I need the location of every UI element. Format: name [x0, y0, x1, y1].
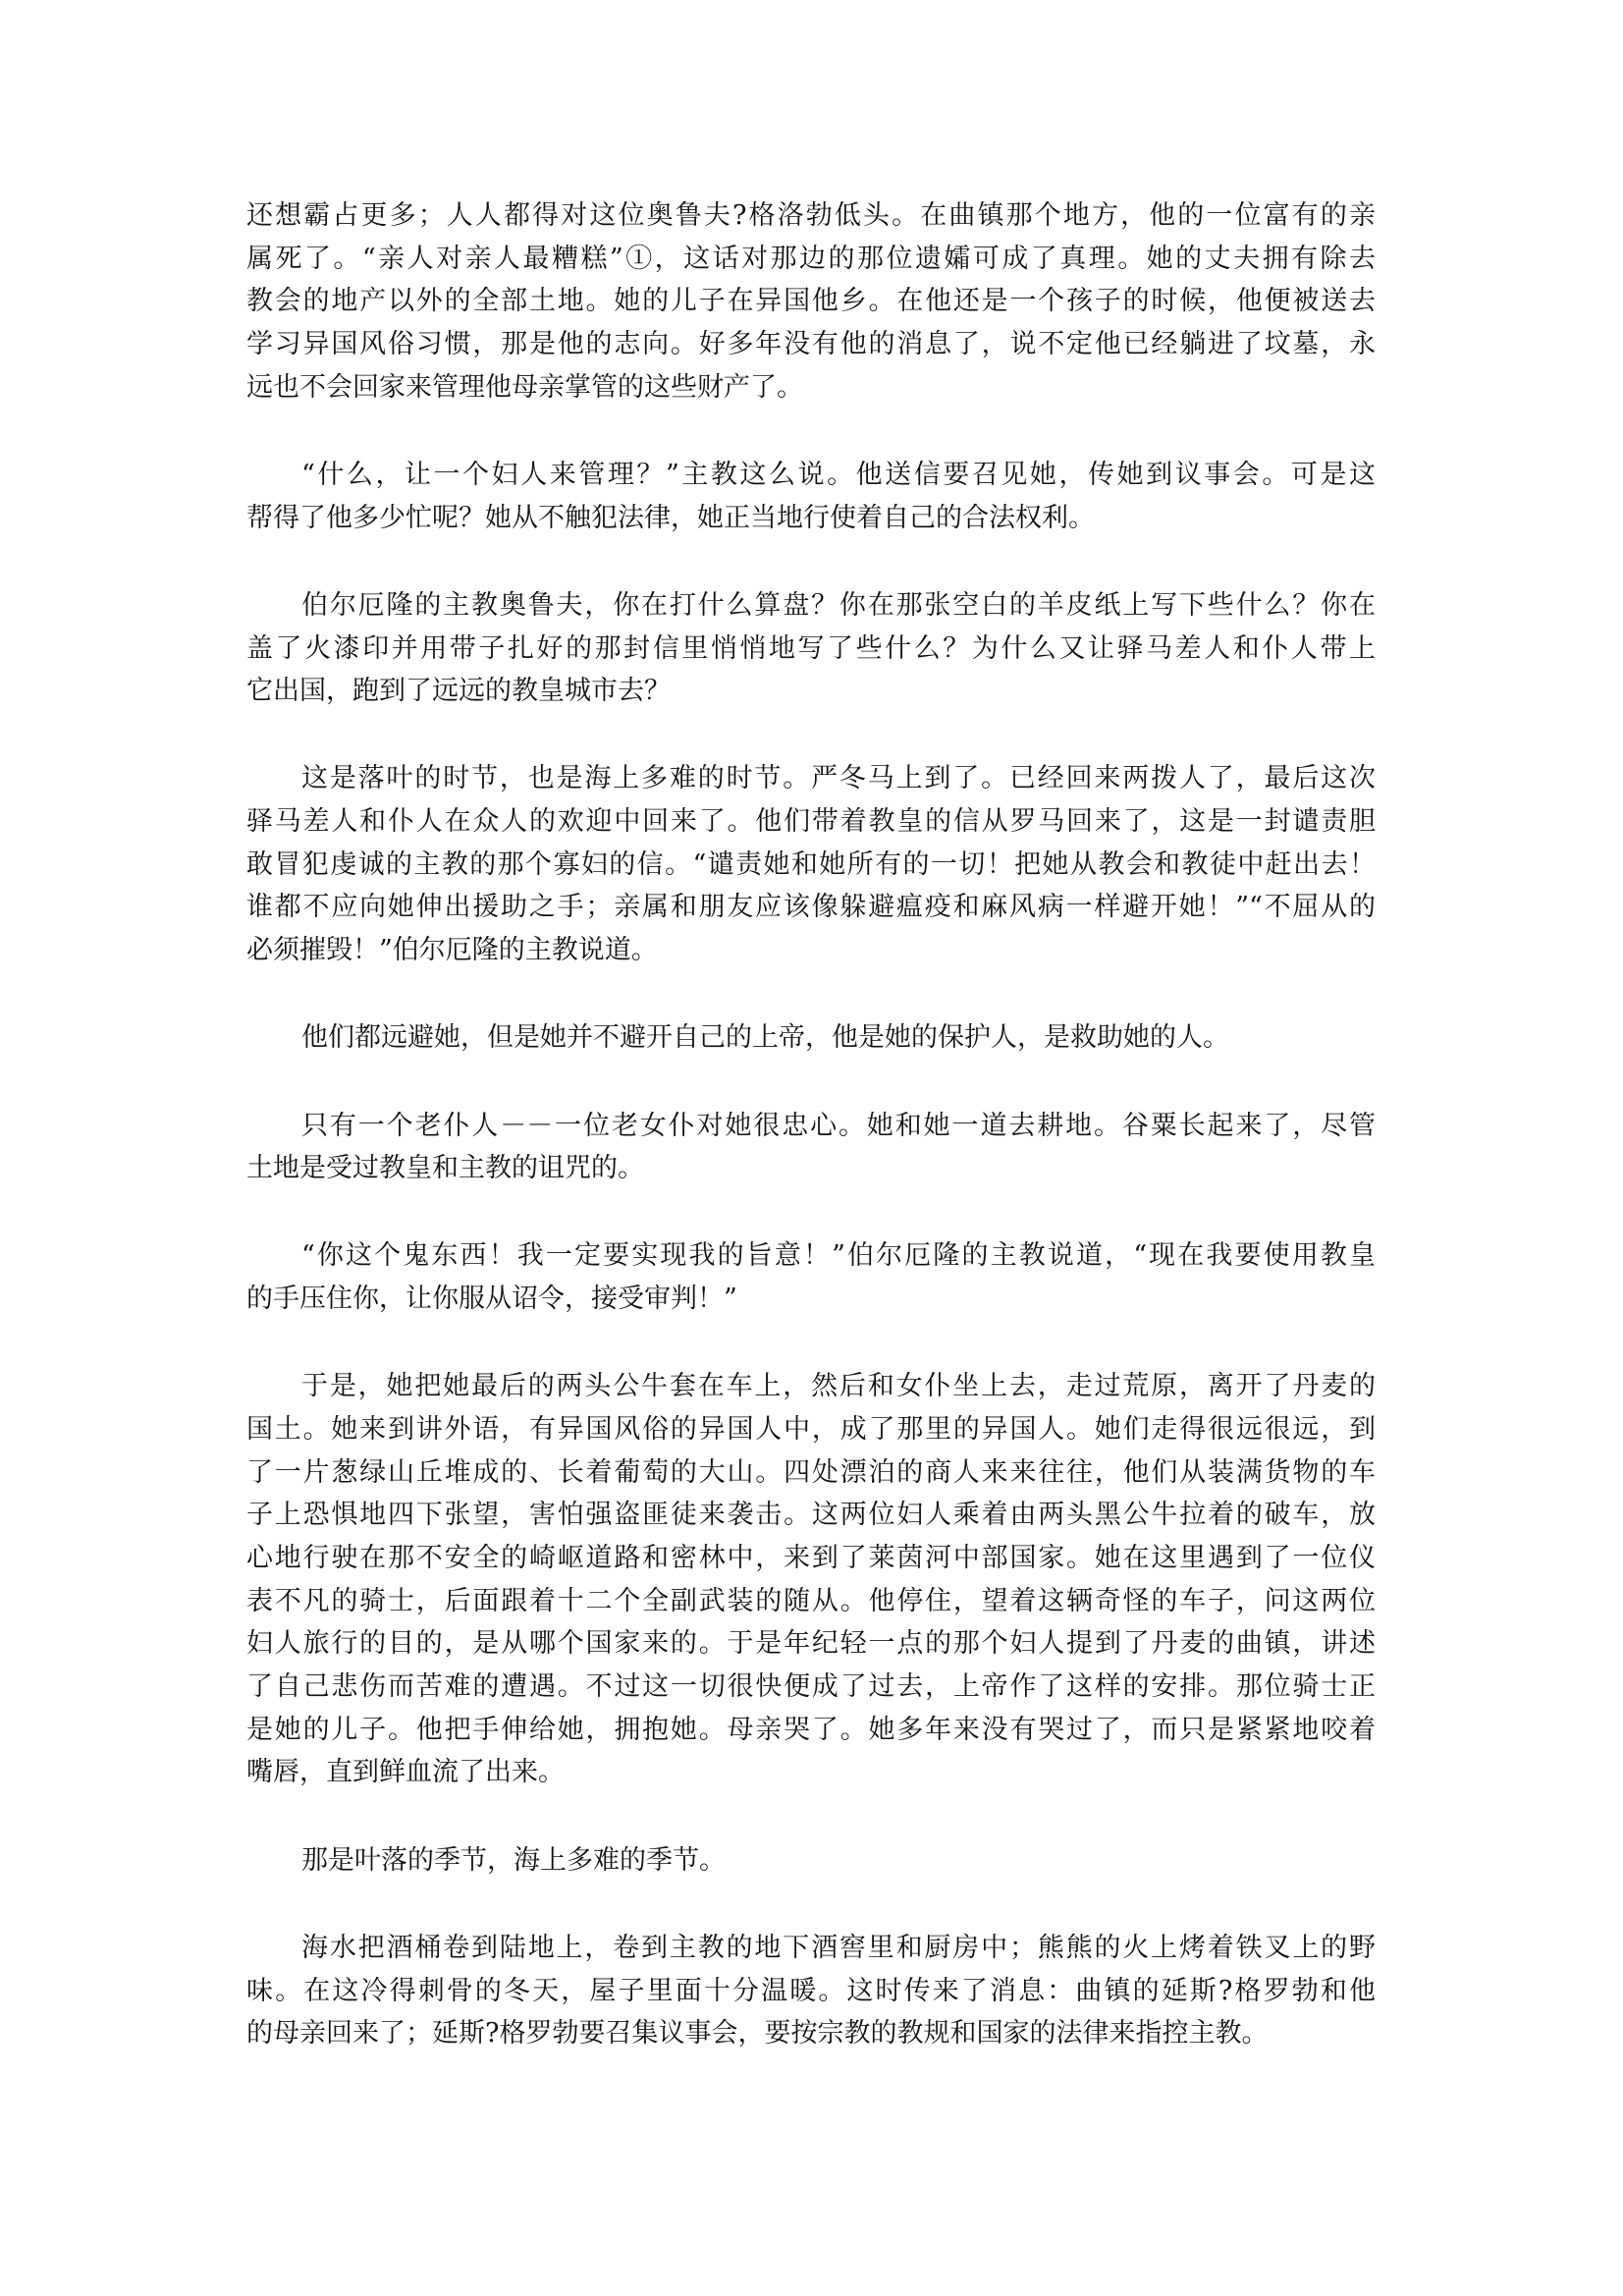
- text-line: 的母亲回来了；延斯?格罗勃要召集议事会，要按宗教的教规和国家的法律来指控主教。: [246, 2018, 1269, 2050]
- text-line: 学习异国风俗习惯，那是他的志向。好多年没有他的消息了，说不定他已经躺进了坟墓，永: [246, 329, 1376, 360]
- text-line: 嘴唇，直到鲜血流了出来。: [246, 1757, 565, 1788]
- text-line: 他们都远避她，但是她并不避开自己的上帝，他是她的保护人，是救助她的人。: [301, 1022, 1229, 1054]
- text-line: 必须摧毁！”伯尔厄隆的主教说道。: [246, 935, 658, 966]
- text-line: 了自己悲伤而苦难的遭遇。不过这一切很快便成了过去，上帝作了这样的安排。那位骑士正: [246, 1671, 1376, 1703]
- text-line: 那是叶落的季节，海上多难的季节。: [301, 1844, 726, 1876]
- paragraph: [246, 584, 1376, 713]
- text-line: 国土。她来到讲外语，有异国风俗的异国人中，成了那里的异国人。她们走得很远很远，到: [246, 1413, 1376, 1445]
- text-line: 它出国，跑到了远远的教皇城市去？: [246, 676, 671, 707]
- paragraph: [246, 1839, 1376, 1883]
- text-line: 表不凡的骑士，后面跟着十二个全副武装的随从。他停住，望着这辆奇怪的车子，问这两位: [246, 1585, 1376, 1616]
- paragraph: [246, 1234, 1376, 1320]
- text-line: 的手压住你，让你服从诏令，接受审判！”: [246, 1284, 737, 1315]
- text-line: 海水把酒桶卷到陆地上，卷到主教的地下酒窖里和厨房中；熊熊的火上烤着铁叉上的野: [301, 1932, 1376, 1963]
- text-line: 驿马差人和仆人在众人的欢迎中回来了。他们带着教皇的信从罗马回来了，这是一封谴责胆: [246, 806, 1376, 838]
- text-line: 属死了。“亲人对亲人最糟糕”①，这话对那边的那位遗孀可成了真理。她的丈夫拥有除去: [246, 243, 1376, 274]
- text-line: 谁都不应向她伸出援助之手；亲属和朋友应该像躲避瘟疫和麻风病一样避开她！”“不屈从的: [246, 892, 1376, 923]
- text-line: 这是落叶的时节，也是海上多难的时节。严冬马上到了。已经回来两拨人了，最后这次: [301, 763, 1376, 794]
- text-line: 还想霸占更多；人人都得对这位奥鲁夫?格洛勃低头。在曲镇那个地方，他的一位富有的亲: [246, 200, 1376, 231]
- text-line: 妇人旅行的目的，是从哪个国家来的。于是年纪轻一点的那个妇人提到了丹麦的曲镇，讲述: [246, 1628, 1376, 1660]
- paragraph: [246, 194, 1376, 409]
- paragraph: [246, 454, 1376, 539]
- document-page: [246, 194, 1376, 2100]
- paragraph: [246, 1016, 1376, 1060]
- text-line: 伯尔厄隆的主教奥鲁夫，你在打什么算盘？你在那张空白的羊皮纸上写下些什么？你在: [301, 589, 1376, 621]
- text-line: 味。在这冷得刺骨的冬天，屋子里面十分温暖。这时传来了消息：曲镇的延斯?格罗勃和他: [246, 1975, 1376, 2006]
- text-line: 帮得了他多少忙呢？她从不触犯法律，她正当地行使着自己的合法权利。: [246, 502, 1095, 533]
- text-line: 土地是受过教皇和主教的诅咒的。: [246, 1153, 644, 1184]
- text-line: 子上恐惧地四下张望，害怕强盗匪徒来袭击。这两位妇人乘着由两头黑公牛拉着的破车，放: [246, 1500, 1376, 1531]
- text-line: “你这个鬼东西！我一定要实现我的旨意！”伯尔厄隆的主教说道，“现在我要使用教皇: [301, 1240, 1376, 1272]
- text-line: 是她的儿子。他把手伸给她，拥抱她。母亲哭了。她多年来没有哭过了，而只是紧紧地咬着: [246, 1714, 1376, 1745]
- paragraph: [246, 1365, 1376, 1794]
- text-line: 敢冒犯虔诚的主教的那个寡妇的信。“谴责她和她所有的一切！把她从教会和教徒中赶出去！: [246, 848, 1376, 880]
- text-line: 于是，她把她最后的两头公牛套在车上，然后和女仆坐上去，走过荒原，离开了丹麦的: [301, 1371, 1376, 1402]
- paragraph: [246, 1105, 1376, 1190]
- paragraph: [246, 757, 1376, 971]
- text-line: 教会的地产以外的全部土地。她的儿子在异国他乡。在他还是一个孩子的时候，他便被送去: [246, 286, 1376, 317]
- text-line: 心地行驶在那不安全的崎岖道路和密林中，来到了莱茵河中部国家。她在这里遇到了一位仪: [246, 1543, 1376, 1573]
- paragraph: [246, 1927, 1376, 2055]
- text-line: 远也不会回家来管理他母亲掌管的这些财产了。: [246, 371, 803, 403]
- text-line: 只有一个老仆人－－一位老女仆对她很忠心。她和她一道去耕地。谷粟长起来了，尽管: [301, 1110, 1376, 1141]
- text-line: “什么，让一个妇人来管理？”主教这么说。他送信要召见她，传她到议事会。可是这: [301, 459, 1376, 490]
- text-line: 盖了火漆印并用带子扎好的那封信里悄悄地写了些什么？为什么又让驿马差人和仆人带上: [246, 632, 1376, 664]
- text-line: 了一片葱绿山丘堆成的、长着葡萄的大山。四处漂泊的商人来来往往，他们从装满货物的车: [246, 1456, 1376, 1488]
